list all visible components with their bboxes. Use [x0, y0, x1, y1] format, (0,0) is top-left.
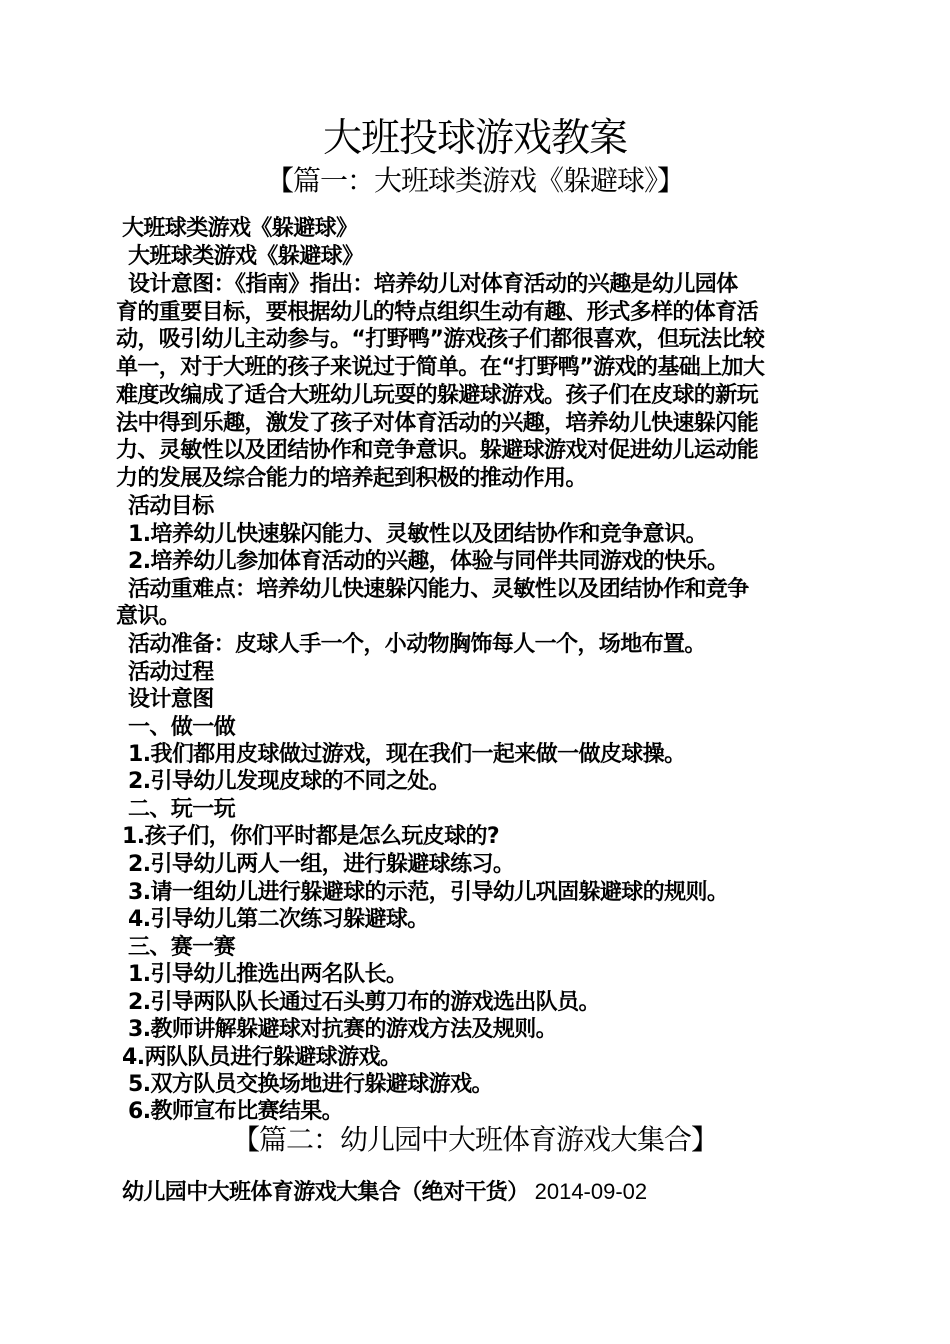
paragraph-line: 1.引导幼儿推选出两名队长。: [128, 962, 408, 987]
paragraph-line: 难度改编成了适合大班幼儿玩耍的躲避球游戏。孩子们在皮球的新玩: [116, 383, 759, 408]
paragraph-line: 1.培养幼儿快速躲闪能力、灵敏性以及团结协作和竞争意识。: [128, 522, 707, 547]
paragraph-line: 一、做一做: [128, 715, 236, 740]
paragraph-line: 5.双方队员交换场地进行躲避球游戏。: [128, 1072, 493, 1097]
paragraph-line: 活动重难点：培养幼儿快速躲闪能力、灵敏性以及团结协作和竞争: [128, 577, 749, 602]
paragraph-line: 6.教师宣布比赛结果。: [128, 1099, 344, 1124]
paragraph-line: 育的重要目标，要根据幼儿的特点组织生动有趣、形式多样的体育活: [116, 300, 759, 325]
paragraph-line: 设计意图: [128, 687, 214, 712]
paragraph-line: 三、赛一赛: [128, 935, 236, 960]
paragraph-line: 力、灵敏性以及团结协作和竞争意识。躲避球游戏对促进幼儿运动能: [116, 438, 759, 463]
paragraph-line: 力的发展及综合能力的培养起到积极的推动作用。: [116, 466, 587, 491]
paragraph-line: 设计意图：《指南》指出：培养幼儿对体育活动的兴趣是幼儿园体: [128, 272, 738, 297]
article-header-line: [122, 1177, 647, 1208]
paragraph-line: 二、玩一玩: [128, 797, 236, 822]
paragraph-line: 4.引导幼儿第二次练习躲避球。: [128, 907, 429, 932]
paragraph-line: 1.孩子们，你们平时都是怎么玩皮球的?: [122, 824, 500, 849]
article-date: 2014-09-02: [534, 1179, 648, 1204]
paragraph-line: 2.培养幼儿参加体育活动的兴趣，体验与同伴共同游戏的快乐。: [128, 549, 729, 574]
section-2-heading: 【篇二：幼儿园中大班体育游戏大集合】: [231, 1123, 718, 1156]
paragraph-line: 单一，对于大班的孩子来说过于简单。在“打野鸭”游戏的基础上加大: [116, 355, 765, 380]
paragraph-line: 活动准备：皮球人手一个，小动物胸饰每人一个，场地布置。: [128, 632, 706, 657]
paragraph-line: 大班球类游戏《躲避球》: [128, 244, 364, 269]
paragraph-line: 2.引导两队队长通过石头剪刀布的游戏选出队员。: [128, 990, 600, 1015]
document-title: 大班投球游戏教案: [322, 116, 627, 161]
paragraph-line: 法中得到乐趣，激发了孩子对体育活动的兴趣，培养幼儿快速躲闪能: [116, 411, 759, 436]
paragraph-line: 2.引导幼儿两人一组，进行躲避球练习。: [128, 852, 515, 877]
paragraph-line: 动，吸引幼儿主动参与。“打野鸭”游戏孩子们都很喜欢，但玩法比较: [116, 327, 765, 352]
paragraph-line: 3.请一组幼儿进行躲避球的示范，引导幼儿巩固躲避球的规则。: [128, 880, 729, 905]
paragraph-line: 1.我们都用皮球做过游戏，现在我们一起来做一做皮球操。: [128, 742, 686, 767]
section-1-heading: 【篇一：大班球类游戏《躲避球》】: [265, 164, 684, 197]
paragraph-line: 大班球类游戏《躲避球》: [122, 216, 358, 241]
paragraph-line: 活动过程: [128, 660, 214, 685]
paragraph-line: 意识。: [116, 604, 181, 629]
paragraph-line: 3.教师讲解躲避球对抗赛的游戏方法及规则。: [128, 1017, 558, 1042]
paragraph-line: 2.引导幼儿发现皮球的不同之处。: [128, 769, 451, 794]
paragraph-line: 4.两队队员进行躲避球游戏。: [122, 1045, 402, 1070]
paragraph-line: 活动目标: [128, 494, 214, 519]
article-title: 幼儿园中大班体育游戏大集合（绝对干货）: [122, 1180, 529, 1205]
